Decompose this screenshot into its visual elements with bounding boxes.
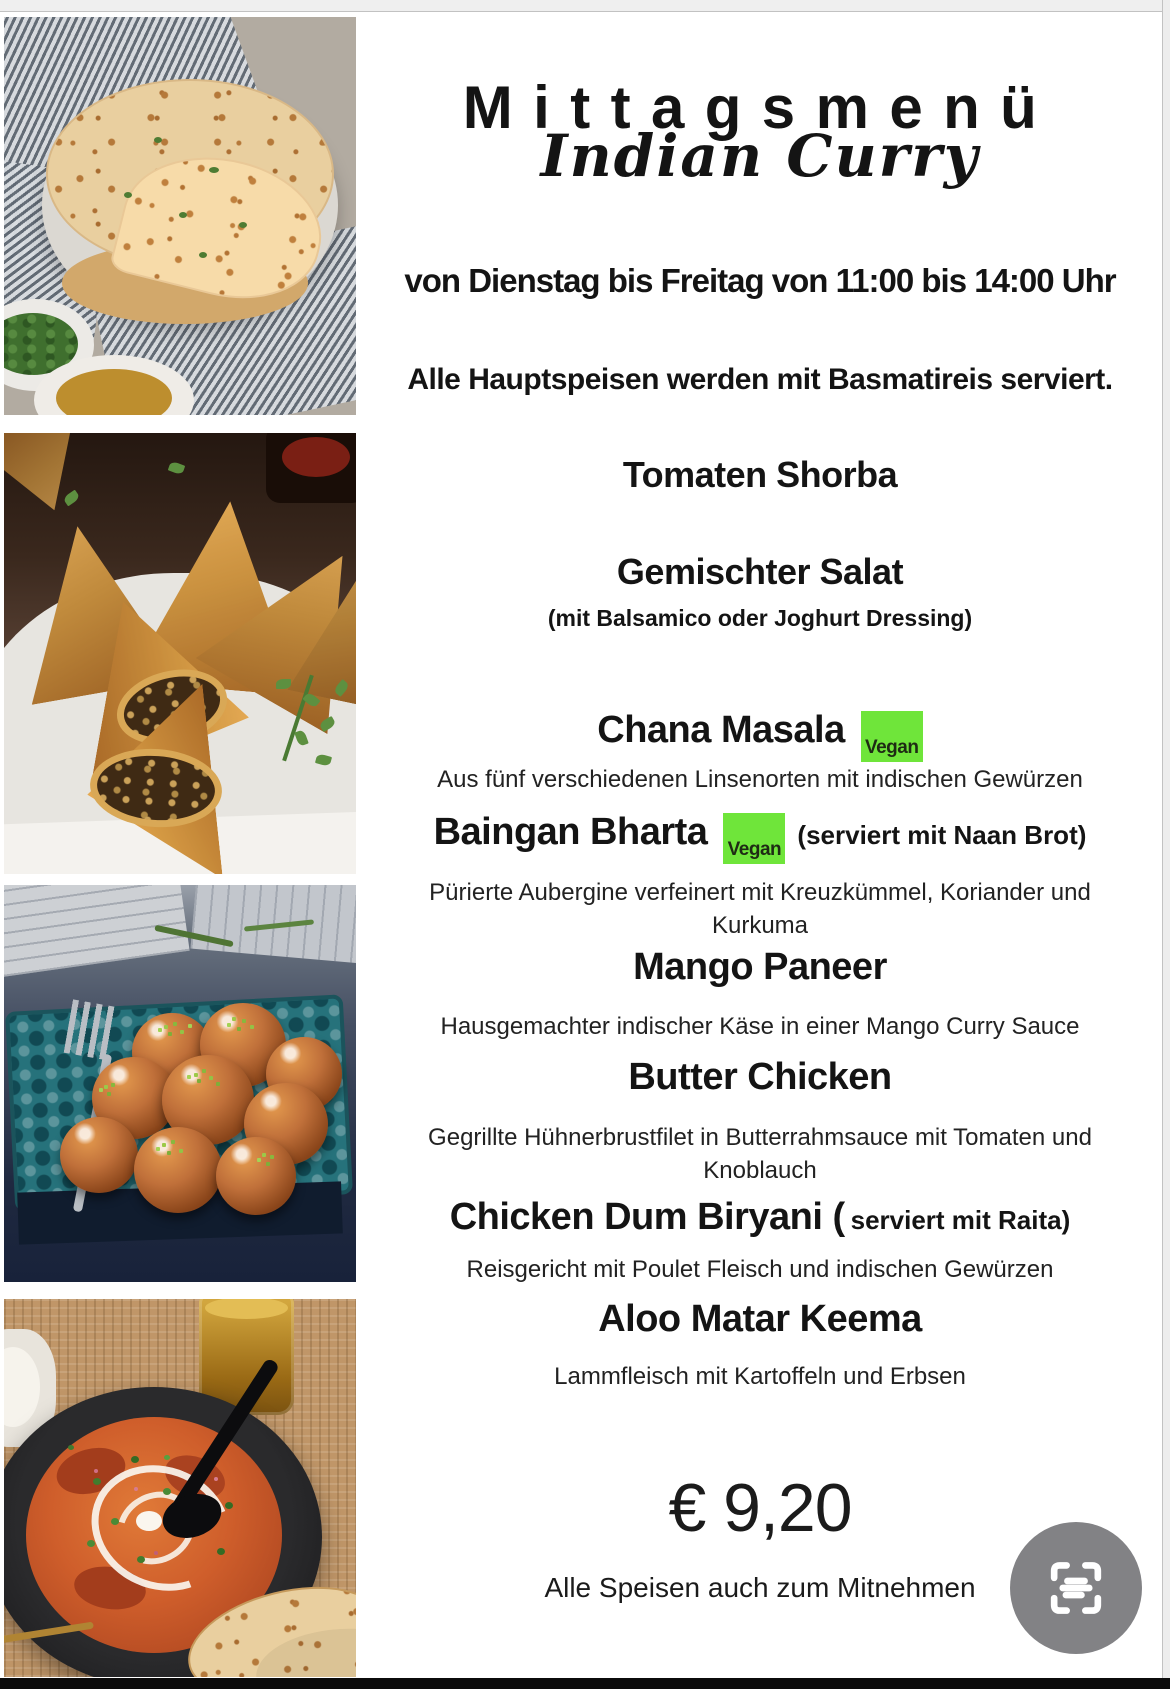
dish-name: Chicken Dum Biryani ( [449,1196,845,1238]
dish-name: Mango Paneer [633,946,887,988]
dish-name: Aloo Matar Keema [598,1298,922,1340]
dish-description: Lammfleisch mit Kartoffeln und Erbsen [554,1363,966,1390]
dish-name: Chana Masala [597,709,845,751]
dish-description: Pürierte Aubergine verfeinert mit Kreuzkümmel, Koriander und Kurkuma [429,879,1091,939]
top-chrome-strip [0,0,1170,12]
gulab-jamun-ball [60,1117,138,1193]
bottom-home-bar [0,1678,1170,1689]
fork-tines [64,999,119,1060]
dish-name: Tomaten Shorba [622,454,898,495]
main-chicken-dum-biryani [357,1196,1163,1247]
pistachio-crumbs [162,1143,166,1147]
photo-samosas [4,433,356,874]
dish-description: Reisgericht mit Poulet Fleisch und indischen Gewürzen [466,1256,1054,1283]
dish-name: Butter Chicken [628,1056,892,1098]
main-baingan-bharta [357,811,1163,862]
dish-description: Aus fünf verschiedenen Linsenorten mit indischen Gewürzen [437,766,1083,793]
gulab-jamun-ball [134,1127,222,1213]
chutney [282,437,350,477]
pistachio-crumbs [232,1017,236,1021]
right-chrome-strip [1162,0,1170,1689]
rice-note: Alle Hauptspeisen werden mit Basmatireis serviert. [407,363,1113,396]
dish-paren: (serviert mit Naan Brot) [797,820,1087,850]
onion-garnish [94,1469,98,1473]
photo-naan-bread [4,17,356,415]
cream-center [136,1511,162,1531]
salad-dressing-detail: (mit Balsamico oder Joghurt Dressing) [547,605,973,631]
opening-hours: von Dienstag bis Freitag von 11:00 bis 14:00 Uhr [404,262,1116,299]
pistachio-crumbs [194,1073,198,1077]
cilantro-garnish [68,1445,74,1450]
restaurant-name: Indian Curry [540,122,980,190]
dish-description: Gegrillte Hühnerbrustfilet in Butterrahmsauce mit Tomaten und Knoblauch [428,1124,1092,1184]
starter-tomaten-shorba [357,454,1163,505]
dish-paren: serviert mit Raita) [850,1205,1071,1235]
main-mango-paneer [357,946,1163,997]
takeaway-note: Alle Speisen auch zum Mitnehmen [544,1572,976,1603]
starter-gemischter-salat [357,551,1163,602]
pistachio-crumbs [164,1025,168,1029]
vegan-badge: Vegan [861,711,923,762]
photo-butter-chicken [4,1299,356,1677]
dish-description: Hausgemachter indischer Käse in einer Mango Curry Sauce [440,1013,1080,1040]
scan-document-button[interactable] [1010,1522,1142,1654]
main-butter-chicken [357,1056,1163,1107]
vegan-badge: Vegan [723,813,785,864]
main-aloo-matar-keema [357,1298,1163,1349]
scan-text-icon [1037,1549,1115,1627]
pistachio-crumbs [262,1153,266,1157]
main-chana-masala [357,709,1163,760]
gulab-jamun-ball [216,1137,296,1215]
pistachio-crumbs [104,1085,108,1089]
menu-title: Mittagsmenü [462,74,1058,141]
dish-name: Baingan Bharta [433,811,708,853]
menu-price: € 9,20 [668,1470,852,1546]
dish-name: Gemischter Salat [616,551,904,592]
photo-gulab-jamun [4,885,356,1282]
